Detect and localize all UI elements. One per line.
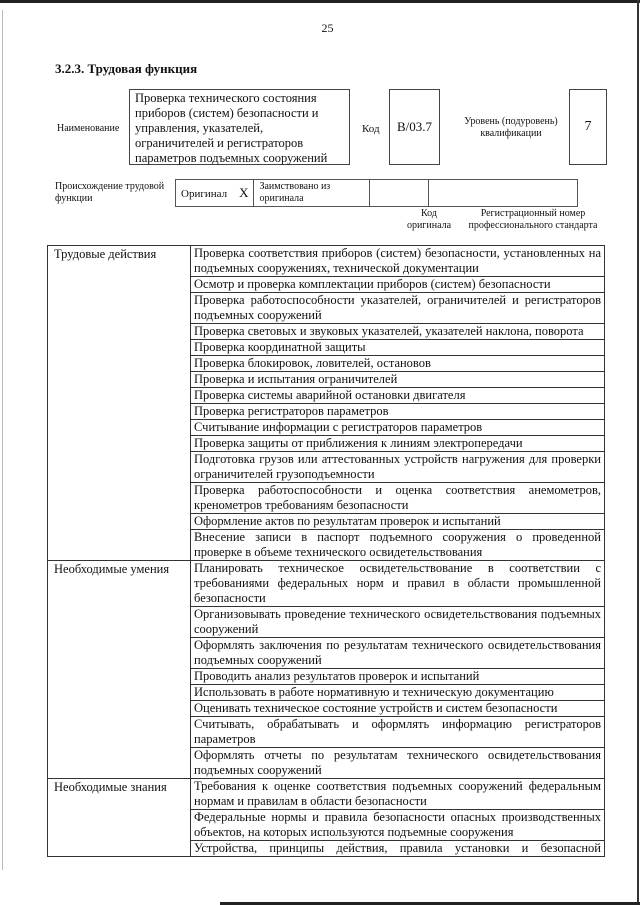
scan-edge-top xyxy=(0,0,640,3)
section-item: Проверка регистраторов параметров xyxy=(191,404,605,420)
section-item: Проверка соответствия приборов (систем) безопасности, установленных на подъемных сооружениях, технической документации xyxy=(191,246,605,277)
section-item: Проверка работоспособности указателей, ограничителей и регистраторов подъемных сооружений xyxy=(191,293,605,324)
code-original-caption: Код оригинала xyxy=(406,208,452,231)
section-item: Оформлять заключения по результатам технического освидетельствования подъемных сооружений xyxy=(191,638,605,669)
section-label: Необходимые знания xyxy=(48,779,191,857)
reg-number-caption: Регистрационный номер профессионального стандарта xyxy=(468,208,598,231)
section-item: Оформлять отчеты по результатам технического освидетельствования подъемных сооружений xyxy=(191,748,605,779)
section-item: Осмотр и проверка комплектации приборов (систем) безопасности xyxy=(191,277,605,293)
section-item: Проверка блокировок, ловителей, остановов xyxy=(191,356,605,372)
code-label: Код xyxy=(362,123,380,135)
section-item: Подготовка грузов или аттестованных устройств нагружения для проверки ограничителей грузоподъемности xyxy=(191,452,605,483)
reg-number-cell xyxy=(429,180,578,207)
section-item: Проверка работоспособности и оценка соответствия анемометров, кренометров требованиям безопасности xyxy=(191,483,605,514)
section-item: Устройства, принципы действия, правила установки и безопасной xyxy=(191,841,605,857)
section-item: Федеральные нормы и правила безопасности опасных производственных объектов, на которых используются подъемные сооружения xyxy=(191,810,605,841)
function-details-table xyxy=(47,245,605,857)
code-original-cell xyxy=(370,180,429,207)
section-item: Использовать в работе нормативную и техническую документацию xyxy=(191,685,605,701)
table-row xyxy=(48,246,605,277)
section-item: Требования к оценке соответствия подъемных сооружений федеральным нормам и правилам в области безопасности xyxy=(191,779,605,810)
scan-edge-left xyxy=(2,10,3,870)
section-item: Оформление актов по результатам проверок и испытаний xyxy=(191,514,605,530)
name-value: Проверка технического состояния приборов (систем) безопасности и управления, указателей, ограничителей и регистраторов параметров подъемных сооружений xyxy=(129,89,350,165)
section-label: Необходимые умения xyxy=(48,561,191,779)
section-item: Проводить анализ результатов проверок и испытаний xyxy=(191,669,605,685)
origin-table xyxy=(175,179,578,207)
original-label: Оригинал xyxy=(181,188,228,200)
section-item: Проверка защиты от приближения к линиям электропередачи xyxy=(191,436,605,452)
section-item: Считывать, обрабатывать и оформлять информацию регистраторов параметров xyxy=(191,717,605,748)
code-value: В/03.7 xyxy=(389,89,440,165)
name-label: Наименование xyxy=(57,123,120,134)
section-item: Организовывать проведение технического освидетельствования подъемных сооружений xyxy=(191,607,605,638)
section-item: Планировать техническое освидетельствование в соответствии с требованиями федеральных норм и правил в области промышленной безопасности xyxy=(191,561,605,607)
section-title: 3.2.3. Трудовая функция xyxy=(55,61,198,76)
section-label: Трудовые действия xyxy=(48,246,191,561)
origin-original-cell xyxy=(176,180,254,207)
section-item: Внесение записи в паспорт подъемного сооружения о проведенной проверке в объеме технического освидетельствования xyxy=(191,530,605,561)
scan-edge-right xyxy=(637,0,639,905)
table-row xyxy=(48,561,605,607)
qualification-level-label: Уровень (подуровень) квалификации xyxy=(464,116,558,139)
section-item: Оценивать техническое состояние устройств и систем безопасности xyxy=(191,701,605,717)
page-number: 25 xyxy=(321,21,334,35)
section-item: Проверка координатной защиты xyxy=(191,340,605,356)
section-item: Проверка световых и звуковых указателей, указателей наклона, поворота xyxy=(191,324,605,340)
borrowed-label: Заимствовано из оригинала xyxy=(254,180,370,207)
qualification-level-value: 7 xyxy=(569,89,607,165)
section-item: Проверка системы аварийной остановки двигателя xyxy=(191,388,605,404)
origin-label: Происхождение трудовой функции xyxy=(55,181,165,204)
section-item: Считывание информации с регистраторов параметров xyxy=(191,420,605,436)
original-mark: X xyxy=(239,185,249,200)
table-row xyxy=(48,779,605,810)
section-item: Проверка и испытания ограничителей xyxy=(191,372,605,388)
